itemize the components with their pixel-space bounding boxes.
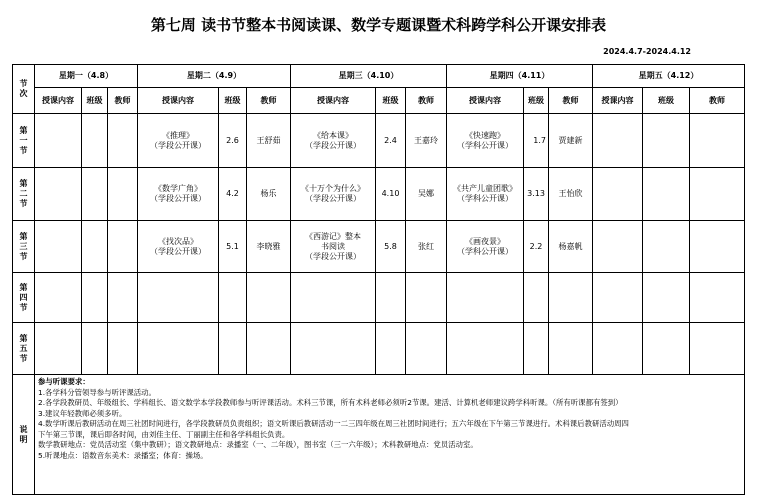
subheader-class: 班级 <box>524 88 549 114</box>
subheader-class: 班级 <box>376 88 406 114</box>
empty-cell <box>82 221 108 273</box>
empty-cell <box>643 114 690 168</box>
empty-cell <box>108 168 138 221</box>
teacher-cell: 李晓雅 <box>247 221 291 273</box>
empty-cell <box>593 323 643 375</box>
section-label-text: 第二节 <box>19 179 28 208</box>
empty-cell <box>108 221 138 273</box>
empty-cell <box>524 323 549 375</box>
empty-cell <box>108 323 138 375</box>
course-cell: 《推理》 （学段公开课） <box>138 114 219 168</box>
class-cell: 4.10 <box>376 168 406 221</box>
notes-line: 下午第三节课，课后即各时间，由刘佳主任、丁丽副主任和各学科组长负责。 <box>38 429 290 439</box>
empty-cell <box>291 323 376 375</box>
day-header-tue: 星期二（4.9） <box>138 65 291 88</box>
empty-cell <box>138 273 219 323</box>
subheader-content: 授课内容 <box>35 88 82 114</box>
teacher-cell: 张红 <box>406 221 447 273</box>
class-cell: 1.7 <box>524 114 549 168</box>
subheader-content: 授课内容 <box>447 88 524 114</box>
class-cell: 2.6 <box>219 114 247 168</box>
subheader-content: 授课内容 <box>138 88 219 114</box>
empty-cell <box>690 273 745 323</box>
empty-cell <box>35 221 82 273</box>
empty-cell <box>593 221 643 273</box>
section-label-1 <box>13 114 35 168</box>
empty-cell <box>247 323 291 375</box>
section-label-4 <box>13 273 35 323</box>
subheader-teacher: 教师 <box>247 88 291 114</box>
day-header-fri: 星期五（4.12） <box>593 65 745 88</box>
empty-cell <box>690 323 745 375</box>
section-label-text: 第一节 <box>19 125 28 155</box>
date-range: 2024.4.7-2024.4.12 <box>603 47 691 56</box>
subheader-teacher: 教师 <box>549 88 593 114</box>
teacher-cell: 杨嘉帆 <box>549 221 593 273</box>
notes-label-text: 说明 <box>19 424 28 444</box>
section-header-text: 节次 <box>19 79 28 98</box>
empty-cell <box>690 221 745 273</box>
empty-cell <box>593 114 643 168</box>
subheader-content: 授课内容 <box>291 88 376 114</box>
empty-cell <box>82 323 108 375</box>
course-cell: 《十万个为什么》 （学段公开课） <box>291 168 376 221</box>
notes-line: 数学教研地点：党员活动室（集中教研）；语文教研地点：录播室（一、二年级），图书室（三一六年级）；术科教研地点：党员活动室。 <box>38 440 478 450</box>
day-header-thu: 星期四（4.11） <box>447 65 593 88</box>
course-cell: 《给本课》 （学段公开课） <box>291 114 376 168</box>
course-cell: 《共产儿童团歌》 （学科公开课） <box>447 168 524 221</box>
section-label-text: 第三节 <box>19 231 28 261</box>
empty-cell <box>108 273 138 323</box>
empty-cell <box>447 273 524 323</box>
class-cell: 3.13 <box>524 168 549 221</box>
empty-cell <box>138 323 219 375</box>
notes-label <box>13 375 35 495</box>
notes-line: 2.各学段教研员、年级组长、学科组长、语文数学本学段教师参与听评课活动。术科三节课，所有术科老师必须听2节课。建活、计算机老师建议跨学科听课。（所有听课都有签到） <box>38 398 623 408</box>
course-cell: 《画夜景》 （学科公开课） <box>447 221 524 273</box>
course-cell: 《找次品》 （学段公开课） <box>138 221 219 273</box>
class-cell: 5.8 <box>376 221 406 273</box>
empty-cell <box>643 273 690 323</box>
class-cell: 2.2 <box>524 221 549 273</box>
empty-cell <box>406 323 447 375</box>
course-cell: 《数学广角》 （学段公开课） <box>138 168 219 221</box>
teacher-cell: 杨乐 <box>247 168 291 221</box>
empty-cell <box>82 273 108 323</box>
notes-line: 4.数学听课后教研活动在周三社团时间进行，各学段教研员负责组织；语文听课后教研活动一二三四年级在周三社团时间进行；五六年级在下午第三节课进行。术科课后教研活动周四 <box>38 419 629 429</box>
empty-cell <box>376 273 406 323</box>
empty-cell <box>643 221 690 273</box>
notes-line: 参与听课要求： <box>38 377 90 386</box>
empty-cell <box>35 273 82 323</box>
section-label-text: 第五节 <box>19 333 28 363</box>
section-label-2 <box>13 168 35 221</box>
empty-cell <box>35 168 82 221</box>
day-header-wed: 星期三（4.10） <box>291 65 447 88</box>
empty-cell <box>447 323 524 375</box>
subheader-class: 班级 <box>82 88 108 114</box>
empty-cell <box>593 168 643 221</box>
empty-cell <box>643 323 690 375</box>
empty-cell <box>549 323 593 375</box>
section-header <box>13 65 35 114</box>
subheader-teacher: 教师 <box>406 88 447 114</box>
teacher-cell: 贾建新 <box>549 114 593 168</box>
page-title: 第七周 读书节整本书阅读课、数学专题课暨术科跨学科公开课安排表 <box>150 16 607 34</box>
empty-cell <box>219 273 247 323</box>
course-cell: 《快速跑》 （学科公开课） <box>447 114 524 168</box>
subheader-content: 授课内容 <box>593 88 643 114</box>
class-cell: 5.1 <box>219 221 247 273</box>
notes-line: 1.各学科分管领导参与听评课活动。 <box>38 387 156 397</box>
empty-cell <box>35 114 82 168</box>
empty-cell <box>291 273 376 323</box>
empty-cell <box>690 168 745 221</box>
class-cell: 4.2 <box>219 168 247 221</box>
empty-cell <box>219 323 247 375</box>
empty-cell <box>406 273 447 323</box>
notes-cell <box>35 375 745 495</box>
empty-cell <box>524 273 549 323</box>
teacher-cell: 王怡欣 <box>549 168 593 221</box>
class-cell: 2.4 <box>376 114 406 168</box>
empty-cell <box>690 114 745 168</box>
section-label-5 <box>13 323 35 375</box>
empty-cell <box>108 114 138 168</box>
empty-cell <box>643 168 690 221</box>
notes-line: 5.听课地点：语数音东美术：录播室；体育：操场。 <box>38 450 208 460</box>
empty-cell <box>247 273 291 323</box>
teacher-cell: 吴娜 <box>406 168 447 221</box>
subheader-class: 班级 <box>643 88 690 114</box>
teacher-cell: 王嘉玲 <box>406 114 447 168</box>
empty-cell <box>593 273 643 323</box>
empty-cell <box>35 323 82 375</box>
section-label-3 <box>13 221 35 273</box>
course-cell: 《西游记》整本 书阅读 （学段公开课） <box>291 221 376 273</box>
subheader-class: 班级 <box>219 88 247 114</box>
empty-cell <box>82 114 108 168</box>
subheader-teacher: 教师 <box>108 88 138 114</box>
schedule-table <box>12 64 745 495</box>
day-header-mon: 星期一（4.8） <box>35 65 138 88</box>
teacher-cell: 王舒茹 <box>247 114 291 168</box>
section-label-text: 第四节 <box>19 282 28 312</box>
notes-line: 3.建议年轻教师必须多听。 <box>38 408 127 418</box>
subheader-teacher: 教师 <box>690 88 745 114</box>
empty-cell <box>82 168 108 221</box>
empty-cell <box>549 273 593 323</box>
empty-cell <box>376 323 406 375</box>
